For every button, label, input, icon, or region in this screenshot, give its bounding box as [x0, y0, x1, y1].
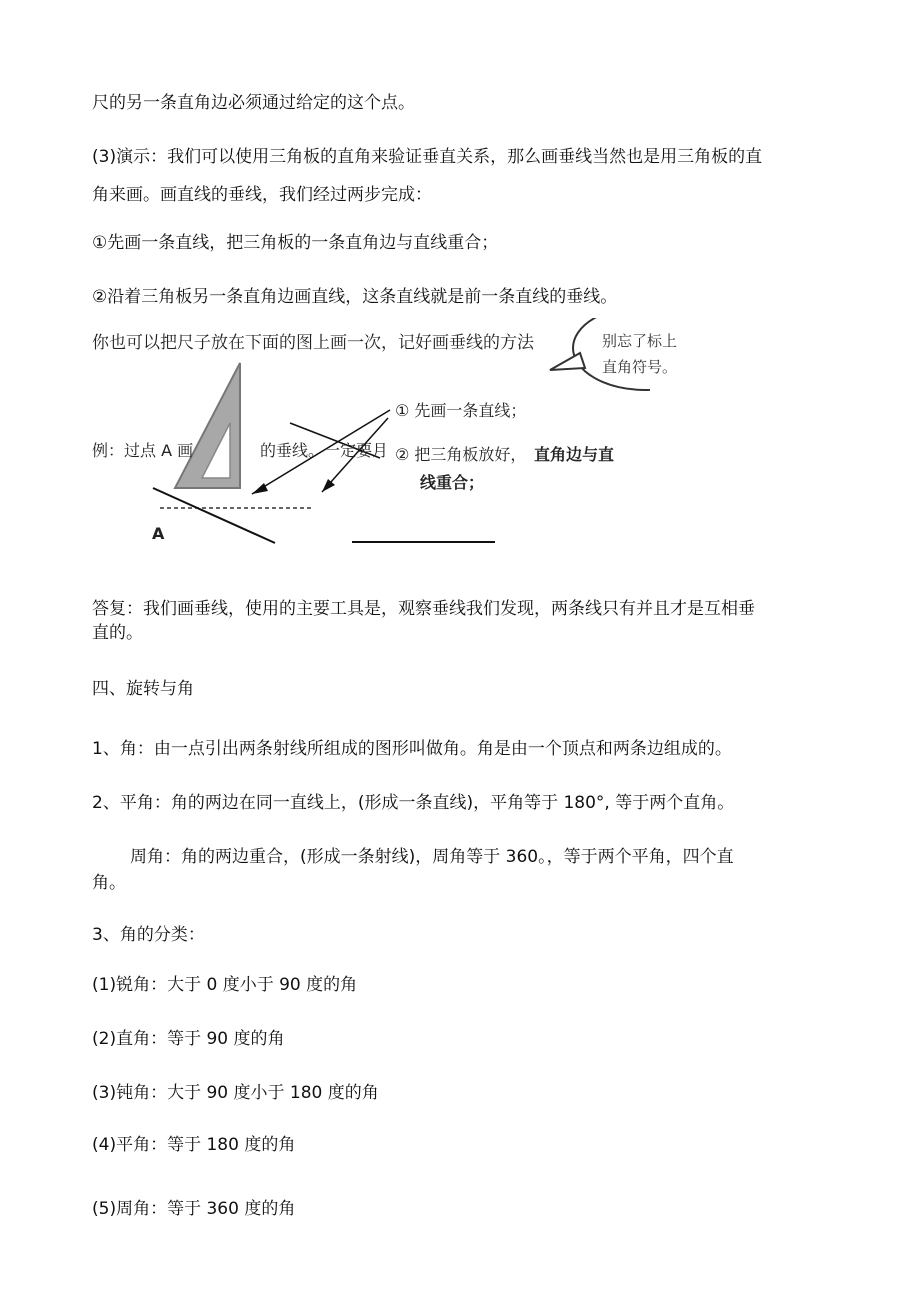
- figure-example-text-b: 的垂线。一定要月: [260, 441, 389, 460]
- figure-top-text: 你也可以把尺子放在下面的图上画一次，记好画垂线的方法: [92, 333, 534, 353]
- arrow-head-2: [322, 479, 335, 492]
- step-2-text-a: ② 把三角板放好，: [395, 445, 527, 464]
- answer-line-a: 答复：我们画垂线，使用的主要工具是，观察垂线我们发现，两条线只有并且才是互相垂: [92, 599, 755, 619]
- classification-straight: (4)平角：等于 180 度的角: [92, 1135, 296, 1155]
- speech-bubble: [573, 318, 650, 390]
- step-2-text-b: 直角边与直: [534, 445, 615, 464]
- full-angle-definition-a: 周角：角的两边重合，(形成一条射线)，周角等于 360。，等于两个平角，四个直: [130, 847, 734, 867]
- speech-bubble-tail: [550, 353, 585, 370]
- text-line-4: ②沿着三角板另一条直角边画直线，这条直线就是前一条直线的垂线。: [92, 287, 618, 307]
- straight-angle-definition: 2、平角：角的两边在同一直线上，(形成一条直线)，平角等于 180°, 等于两个直角。: [92, 793, 735, 813]
- classification-acute: (1)锐角：大于 0 度小于 90 度的角: [92, 975, 358, 995]
- angle-definition: 1、角：由一点引出两条射线所组成的图形叫做角。角是由一个顶点和两条边组成的。: [92, 739, 732, 759]
- section-4-heading: 四、旋转与角: [92, 679, 194, 699]
- arrow-head-1: [252, 483, 268, 494]
- answer-line-b: 直的。: [92, 623, 143, 643]
- text-line-2b: 角来画。画直线的垂线，我们经过两步完成：: [92, 185, 432, 205]
- bubble-text-1: 别忘了标上: [602, 332, 678, 350]
- point-a-label: A: [152, 524, 165, 543]
- text-line-1: 尺的另一条直角边必须通过给定的这个点。: [92, 93, 415, 113]
- classification-right: (2)直角：等于 90 度的角: [92, 1029, 285, 1049]
- slanted-line: [153, 488, 275, 543]
- angle-classification-heading: 3、角的分类：: [92, 925, 205, 945]
- step-1-text: ① 先画一条直线；: [395, 401, 527, 420]
- classification-full: (5)周角：等于 360 度的角: [92, 1199, 296, 1219]
- step-2-text-c: 线重合；: [420, 473, 485, 492]
- full-angle-definition-b: 角。: [92, 873, 126, 893]
- classification-obtuse: (3)钝角：大于 90 度小于 180 度的角: [92, 1083, 379, 1103]
- text-line-3: ①先画一条直线，把三角板的一条直角边与直线重合；: [92, 233, 499, 253]
- figure-example-text-a: 例：过点 A 画: [92, 441, 194, 460]
- bubble-text-2: 直角符号。: [602, 358, 678, 376]
- text-line-2a: (3)演示：我们可以使用三角板的直角来验证垂直关系，那么画垂线当然也是用三角板的直: [92, 147, 763, 167]
- perpendicular-figure: [90, 318, 678, 558]
